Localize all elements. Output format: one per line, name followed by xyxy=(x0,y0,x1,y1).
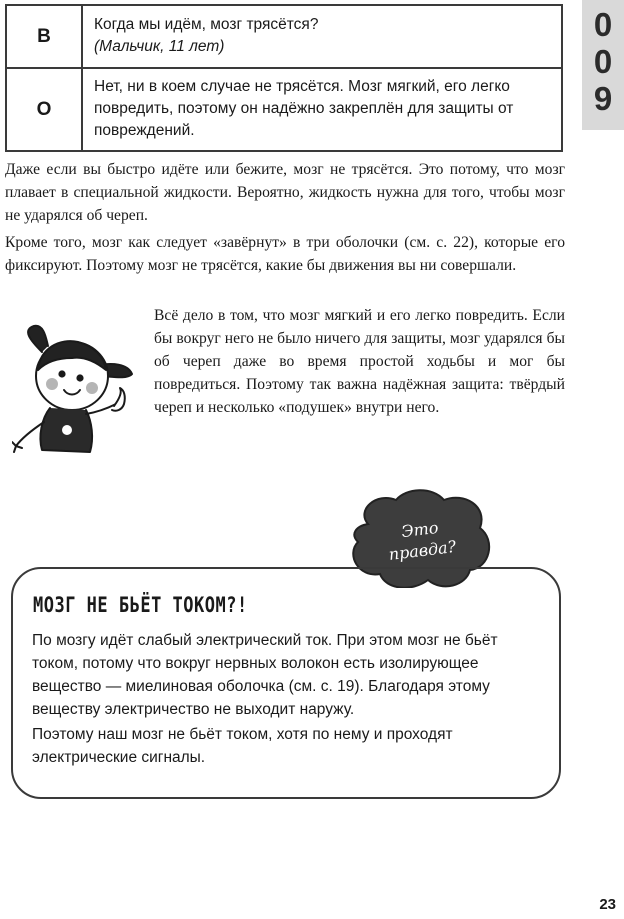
answer-text: Нет, ни в коем случае не трясётся. Мозг мягкий, его легко повредить, поэтому он надёжно закреплён для защиты от повреждений. xyxy=(82,68,562,151)
body-paragraph-3: Всё дело в том, что мозг мягкий и его легко повредить. Если бы вокруг него не было ничего для защиты, мозг ударялся бы об череп даже во время простой ходьбы и мог бы повредиться. Поэтому так важна надёжная защита: твёрдый череп и несколько «подушек» внутри него. xyxy=(154,307,565,416)
question-text: Когда мы идём, мозг трясётся? xyxy=(94,16,319,33)
question-cell xyxy=(82,5,562,68)
question-number-digit: 0 xyxy=(593,43,613,80)
fact-box xyxy=(11,567,561,799)
callout-line-1: Это xyxy=(400,517,440,542)
answer-row xyxy=(6,68,562,151)
question-author: (Мальчик, 11 лет) xyxy=(94,38,225,55)
page-number: 23 xyxy=(599,896,616,913)
fact-box-paragraph-1: По мозгу идёт слабый электрический ток. При этом мозг не бьёт током, потому что вокруг нервных волокон есть изолирующее вещество — миелиновая оболочка (см. с. 19). Благодаря этому веществу электричество не выходит наружу. xyxy=(32,632,498,718)
question-answer-table xyxy=(5,4,563,152)
fact-box-title: МОЗГ НЕ БЬЁТ ТОКОМ?! xyxy=(33,593,248,618)
fact-box-paragraph-2: Поэтому наш мозг не бьёт током, хотя по нему и проходят электрические сигналы. xyxy=(32,726,453,766)
body-paragraph-1: Даже если вы быстро идёте или бежите, мозг не трясётся. Это потому, что мозг плавает в специальной жидкости. Вероятно, жидкость нужна для того, чтобы мозг не ударялся об череп. xyxy=(5,161,565,224)
question-number-tab xyxy=(582,0,624,130)
question-number-digit: 9 xyxy=(593,80,613,117)
question-number-digit: 0 xyxy=(593,6,613,43)
answer-letter: О xyxy=(6,68,82,151)
question-row xyxy=(6,5,562,68)
girl-illustration xyxy=(12,318,137,458)
question-letter: В xyxy=(6,5,82,68)
callout-line-2: правда? xyxy=(387,536,458,564)
body-paragraph-2: Кроме того, мозг как следует «завёрнут» в три оболочки (см. с. 22), которые его фиксируют. Поэтому мозг не трясётся, какие бы движения вы ни совершали. xyxy=(5,234,565,274)
